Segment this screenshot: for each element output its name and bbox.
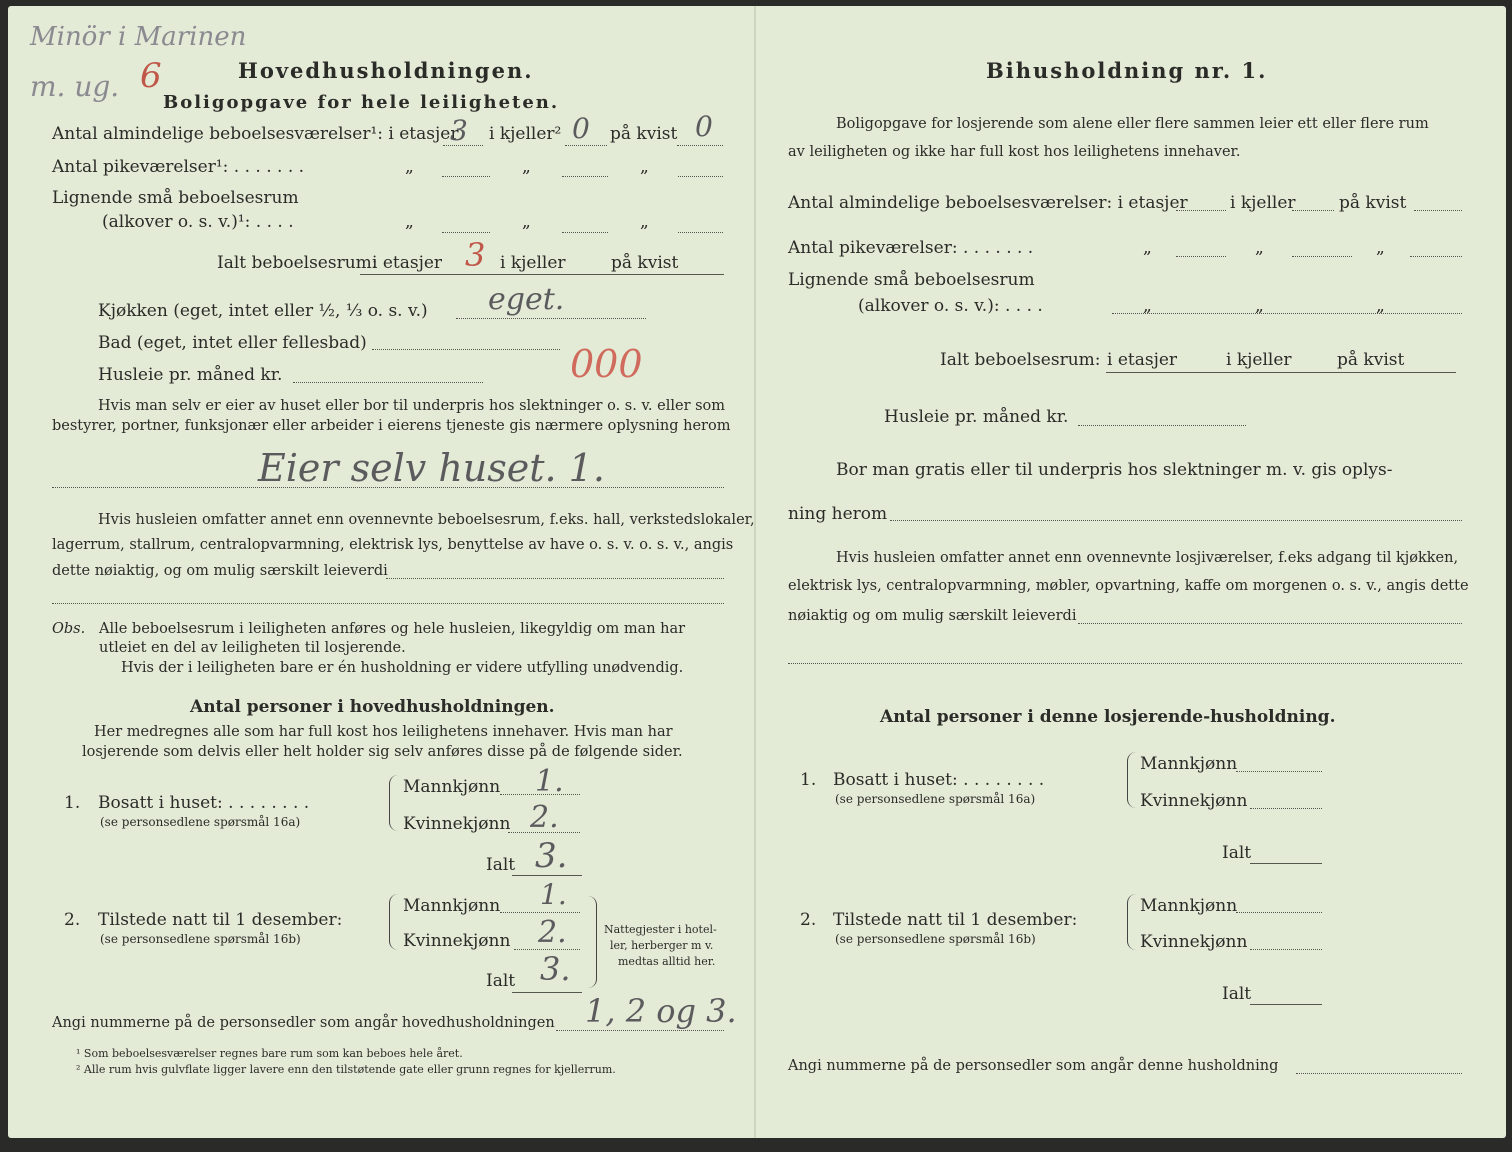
q2-label: Tilstede natt til 1 desember: <box>98 910 343 930</box>
handwritten-note-line2: m. ug. <box>30 70 120 103</box>
eier-value: Eier selv huset. 1. <box>258 446 605 490</box>
persons-title: Antal personer i hovedhusholdningen. <box>190 697 555 717</box>
right-persons-title: Antal personer i denne losjerende-husholdning. <box>880 707 1336 727</box>
kjokken-value: eget. <box>488 282 565 317</box>
rooms-kvist-value: 0 <box>695 110 713 143</box>
page-fold <box>754 6 756 1138</box>
bad-label: Bad (eget, intet eller fellesbad) <box>98 333 367 353</box>
handwritten-number: 6 <box>140 56 162 96</box>
ialt-label: Ialt beboelsesrum: <box>217 253 378 273</box>
right-title: Bihusholdning nr. 1. <box>986 58 1268 83</box>
kjeller-label: i kjeller² <box>489 124 562 144</box>
pike-label: Antal pikeværelser¹: . . . . . . . <box>52 157 305 177</box>
rooms-etasjer-value: 3 <box>450 114 468 147</box>
angi-label: Angi nummerne på de personsedler som angår hovedhusholdningen <box>52 1015 555 1031</box>
angi-value: 1, 2 og 3. <box>585 992 737 1030</box>
left-title: Hovedhusholdningen. <box>238 58 534 83</box>
rooms-label: Antal almindelige beboelsesværelser¹: i etasjer <box>52 124 459 144</box>
handwritten-note-line1: Minör i Marinen <box>30 22 247 52</box>
kjokken-label: Kjøkken (eget, intet eller ½, ⅓ o. s. v.) <box>98 301 428 321</box>
q1-label: Bosatt i huset: . . . . . . . . <box>98 793 310 813</box>
rooms-kjeller-value: 0 <box>572 112 590 145</box>
kvist-label: på kvist <box>610 124 678 144</box>
lignende-label: Lignende små beboelsesrum <box>52 188 299 208</box>
ialt-etasjer-value: 3 <box>465 236 486 274</box>
alkover-label: (alkover o. s. v.)¹: . . . . <box>102 212 294 232</box>
husleie-label: Husleie pr. måned kr. <box>98 365 283 385</box>
left-subtitle: Boligopgave for hele leiligheten. <box>163 92 560 113</box>
husleie-value: 000 <box>570 342 643 386</box>
